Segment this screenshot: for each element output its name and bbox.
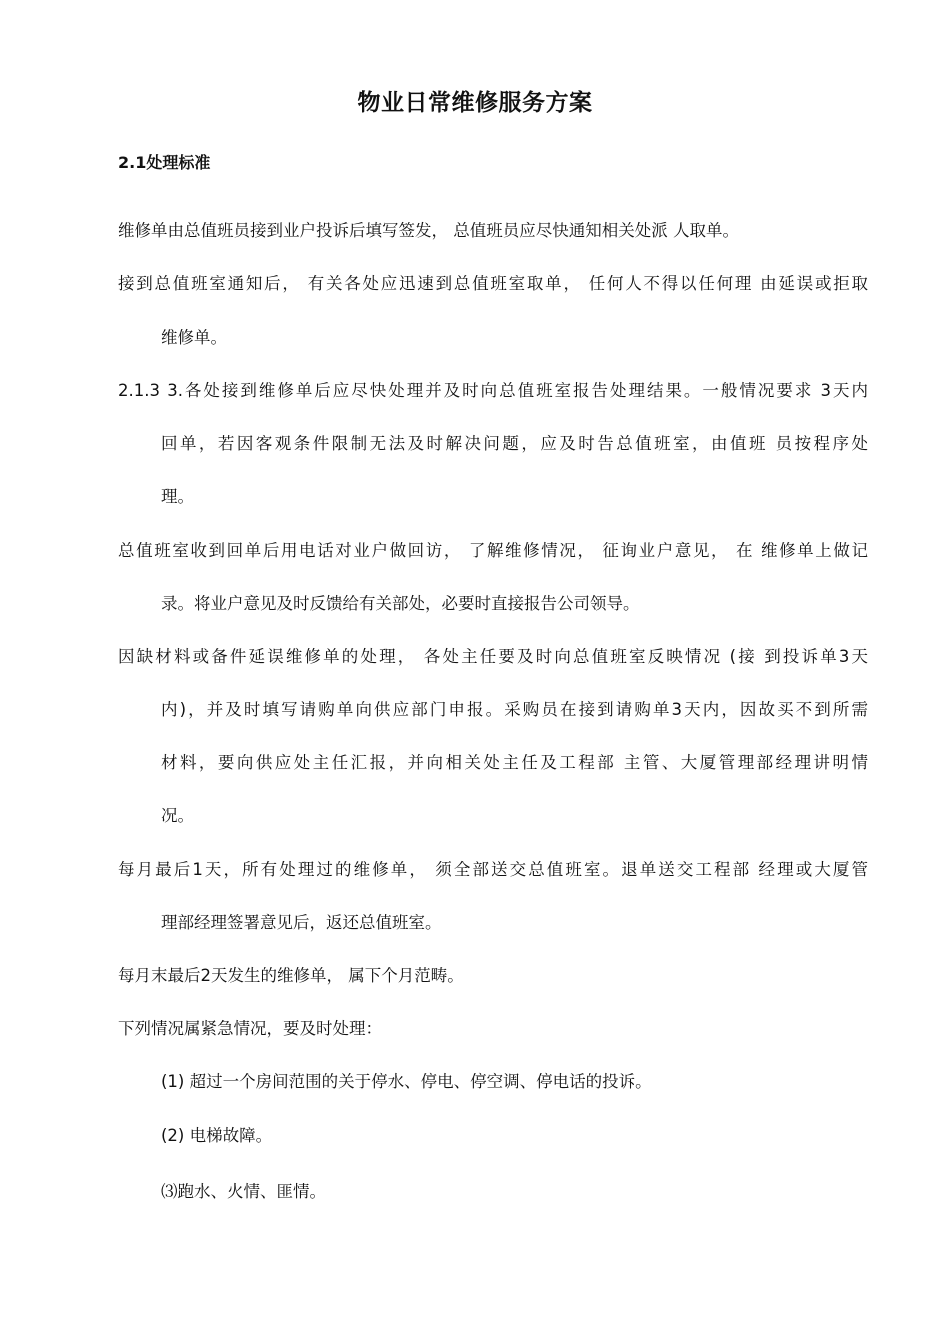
document-title: 物业日常维修服务方案	[357, 90, 593, 116]
list-item: (2) 电梯故障。	[161, 1126, 273, 1145]
paragraph-line: 2.1.3 3.各处接到维修单后应尽快处理并及时向总值班室报告处理结果。一般情况要求 3天内	[118, 381, 868, 400]
list-item: ⑶跑水、火情、匪情。	[161, 1182, 326, 1201]
paragraph-line-continued: 材料，要向供应处主任汇报，并向相关处主任及工程部 主管、大厦管理部经理讲明情	[161, 753, 868, 772]
paragraph-line: 每月末最后2天发生的维修单， 属下个月范畴。	[118, 966, 464, 985]
paragraph-line: 因缺材料或备件延误维修单的处理， 各处主任要及时向总值班室反映情况 (接 到投诉单3天	[118, 647, 868, 666]
paragraph-line-continued: 录。将业户意见及时反馈给有关部处，必要时直接报告公司领导。	[161, 594, 640, 613]
paragraph-line-continued: 理。	[161, 487, 194, 506]
section-heading: 2.1处理标准	[118, 153, 211, 172]
paragraph-line: 总值班室收到回单后用电话对业户做回访， 了解维修情况， 征询业户意见， 在 维修单上做记	[118, 541, 868, 560]
list-item: (1) 超过一个房间范围的关于停水、停电、停空调、停电话的投诉。	[161, 1072, 652, 1091]
paragraph-line: 接到总值班室通知后， 有关各处应迅速到总值班室取单， 任何人不得以任何理 由延误或拒取	[118, 274, 868, 293]
paragraph-line-continued: 维修单。	[161, 328, 227, 347]
paragraph-line-continued: 况。	[161, 806, 194, 825]
paragraph-line: 下列情况属紧急情况，要及时处理：	[118, 1019, 382, 1038]
paragraph-line-continued: 内)，并及时填写请购单向供应部门申报。采购员在接到请购单3天内，因故买不到所需	[161, 700, 868, 719]
paragraph-line: 维修单由总值班员接到业户投诉后填写签发， 总值班员应尽快通知相关处派 人取单。	[118, 221, 739, 240]
paragraph-line-continued: 理部经理签署意见后，返还总值班室。	[161, 913, 442, 932]
paragraph-line-continued: 回单，若因客观条件限制无法及时解决问题，应及时告总值班室，由值班 员按程序处	[161, 434, 868, 453]
paragraph-line: 每月最后1天，所有处理过的维修单， 须全部送交总值班室。退单送交工程部 经理或大厦管	[118, 860, 868, 879]
